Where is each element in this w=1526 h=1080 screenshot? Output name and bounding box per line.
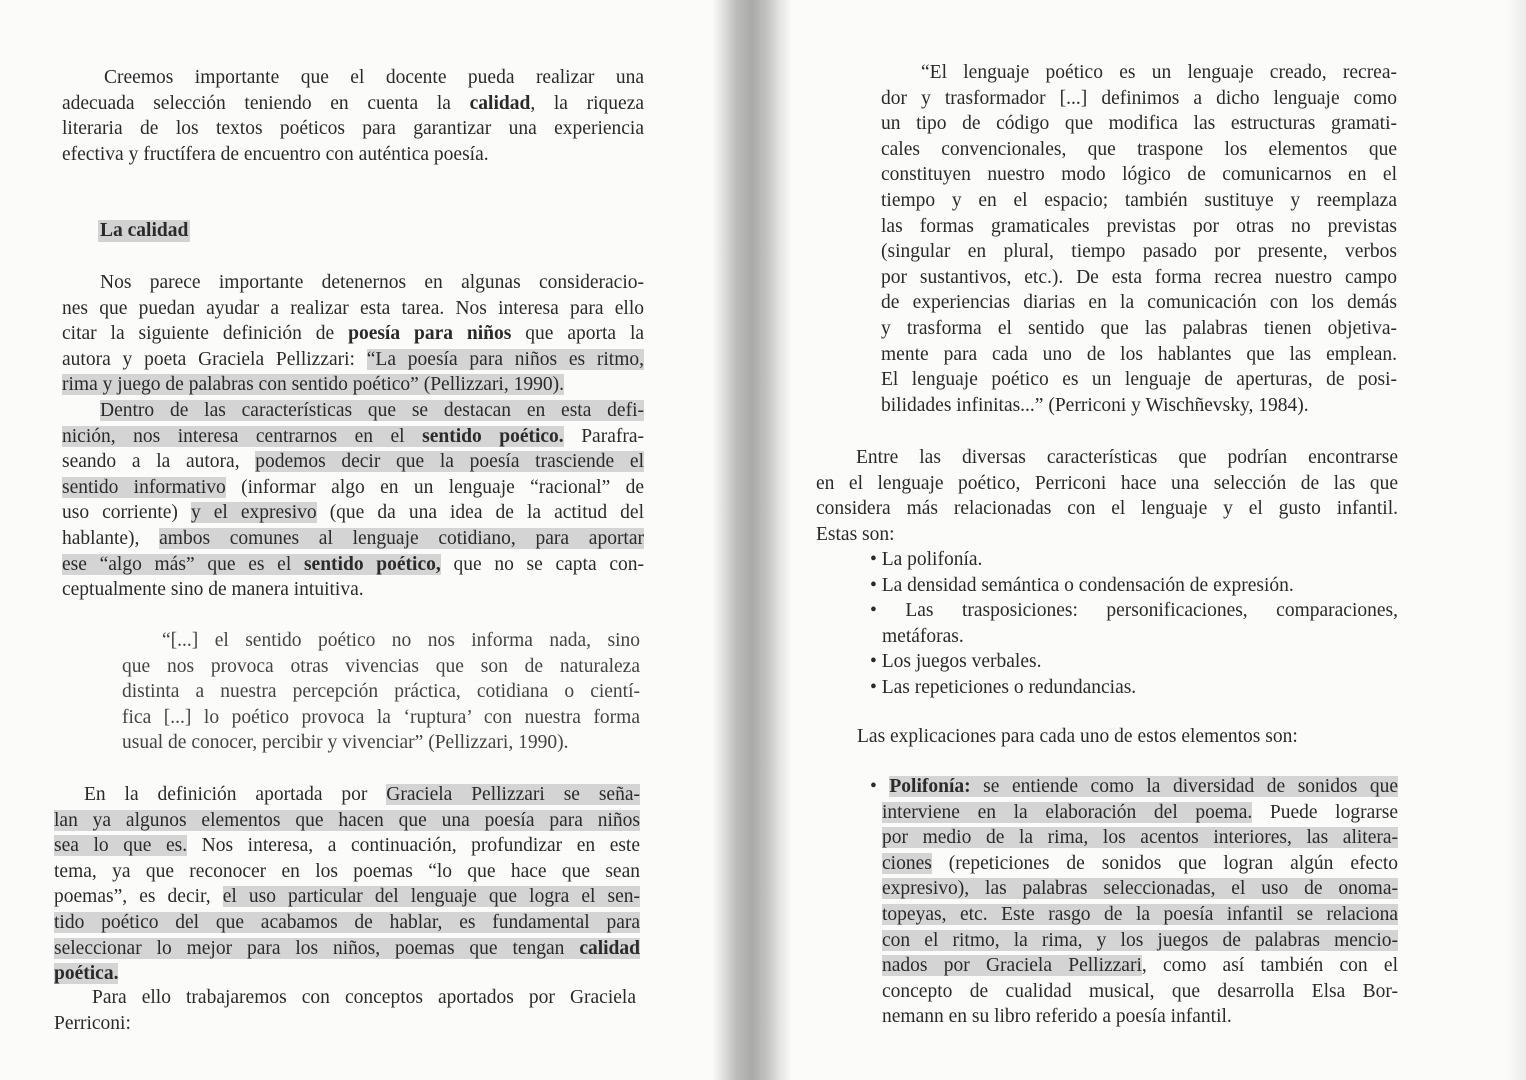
text-span: que nos provoca otras vivencias que son de naturaleza [122, 655, 640, 677]
text-span: En la definición aportada por [84, 784, 387, 805]
text-line [62, 424, 644, 450]
text-span: El lenguaje poético es un lenguaje de aperturas, de posi- [881, 369, 1397, 391]
highlighted-text: rima y juego de palabras con sentido poético” (Pellizzari, 1990). [62, 374, 564, 396]
highlighted-text: sentido poético, [303, 553, 441, 575]
text-span: bilidades infinitas...” (Perriconi y Wischñevsky, 1984). [881, 394, 1309, 416]
paragraph-definition [62, 270, 644, 398]
text-span: fica [...] lo poético provoca la ‘ruptura’ con nuestra forma [122, 706, 640, 728]
text-span: • Los juegos verbales. [870, 651, 1042, 673]
text-line [62, 65, 644, 91]
highlighted-text: podemos decir que la poesía trasciende el [255, 451, 644, 473]
highlighted-text: Graciela Pellizzari se seña- [386, 784, 640, 805]
paragraph-explicaciones [857, 724, 1397, 750]
text-span: Creemos importante que el docente pueda realizar una [104, 67, 644, 88]
bold-text: poesía para niños [348, 323, 512, 345]
highlighted-text: seleccionar lo mejor para los niños, poemas que tengan [54, 937, 580, 959]
text-span: considera más relacionadas con el lenguaje y el gusto infantil. [816, 498, 1398, 520]
text-line [54, 961, 640, 987]
text-line [62, 475, 644, 501]
text-span: hablante), [62, 527, 160, 549]
highlighted-text: sentido informativo [62, 476, 226, 498]
bold-text: calidad [469, 92, 531, 114]
text-line [870, 649, 1398, 675]
text-span: • [870, 776, 890, 797]
highlighted-text: nición, nos interesa centrarnos en el [62, 425, 423, 447]
text-line [870, 902, 1398, 928]
text-line [870, 547, 1398, 573]
highlighted-text: ese “algo más” que es el [62, 553, 304, 575]
highlighted-text: es fundamental para [459, 911, 641, 933]
text-line [816, 445, 1398, 471]
block-quote-pellizzari [122, 628, 640, 756]
section-heading: La calidad [100, 220, 189, 241]
highlighted-text: ambos comunes al lenguaje cotidiano, para aportar [159, 527, 644, 549]
text-line [62, 577, 644, 603]
text-line [870, 979, 1398, 1005]
text-span: “[...] el sentido poético no nos informa nada, sino [162, 630, 640, 651]
text-span: Perriconi: [54, 1012, 131, 1034]
text-line [881, 137, 1397, 163]
list-item-polifonia [870, 774, 1398, 1030]
text-span: por sustantivos, etc.). De esta forma recrea nuestro campo [881, 266, 1397, 288]
text-span: seando a la autora, [62, 451, 256, 473]
highlighted-text: se entiende como la diversidad de sonidos que [970, 776, 1399, 797]
text-line [870, 675, 1398, 701]
text-span: Nos interesa, a continuación, profundizar en este [187, 835, 641, 857]
highlighted-text: ciones [882, 852, 932, 874]
characteristics-list [870, 547, 1398, 701]
text-line [870, 1004, 1398, 1030]
text-line [870, 825, 1398, 851]
text-span: nemann en su libro referido a poesía infantil. [882, 1006, 1232, 1028]
text-span: • Las repeticiones o redundancias. [870, 676, 1137, 698]
highlighted-text: Polifonía: [889, 776, 971, 797]
text-span: metáforas. [882, 625, 964, 647]
highlighted-text: por medio de la rima, los acentos interiores, las alitera- [882, 827, 1398, 849]
highlighted-text: lan ya algunos elementos que hacen que una poesía para niños [54, 809, 640, 831]
text-span: ceptualmente sino de manera intuitiva. [62, 579, 364, 601]
text-line [122, 654, 640, 680]
text-line [870, 774, 1398, 800]
text-line [54, 859, 640, 885]
text-line [54, 1011, 636, 1037]
text-span: las formas gramaticales previstas por otras no previstas [881, 215, 1397, 237]
text-line [62, 321, 644, 347]
highlighted-text: nados por Graciela Pellizzari [882, 955, 1142, 977]
highlighted-text: “La poesía para niños es ritmo, [366, 348, 644, 370]
text-line [816, 522, 1398, 548]
highlighted-text: sentido poético. [422, 425, 564, 447]
highlighted-text: con el ritmo, la rima, y los juegos de palabras mencio- [882, 929, 1398, 951]
highlighted-text: poética. [54, 963, 119, 985]
text-span: citar la siguiente definición de [62, 323, 349, 345]
highlighted-text: calidad [579, 937, 640, 959]
text-line [870, 851, 1398, 877]
highlighted-text: el uso particular del lenguaje que logra el sen- [222, 886, 640, 908]
text-line [881, 290, 1397, 316]
text-line [54, 833, 640, 859]
text-span: tiempo y en el espacio; también sustituye y reemplaza [881, 189, 1397, 211]
text-line [870, 928, 1398, 954]
text-line [62, 372, 644, 398]
text-line [881, 111, 1397, 137]
text-line [122, 628, 640, 654]
text-span: (repeticiones de sonidos que logran algún efecto [931, 852, 1398, 874]
paragraph-elementos [54, 782, 640, 987]
text-line [881, 188, 1397, 214]
highlighted-text: sea lo que es. [54, 835, 188, 857]
text-span: Puede lograrse [1252, 801, 1398, 823]
text-line [881, 162, 1397, 188]
text-line [881, 60, 1397, 86]
text-span: , la riqueza [530, 92, 645, 114]
text-line [122, 679, 640, 705]
text-line [881, 367, 1397, 393]
text-line [870, 598, 1398, 624]
text-line [54, 782, 640, 808]
text-span: concepto de cualidad musical, que desarrolla Elsa Bor- [882, 980, 1398, 1002]
text-span: dor y trasformador [...] definimos a dicho lenguaje como [881, 87, 1397, 109]
text-line [54, 985, 636, 1011]
text-line [881, 316, 1397, 342]
highlighted-text: tido poético del que acabamos de hablar, [54, 911, 460, 933]
paragraph-sentido-poetico [62, 398, 644, 603]
text-line [62, 500, 644, 526]
text-line [881, 86, 1397, 112]
text-span: • Las trasposiciones: personificaciones, comparaciones, [870, 600, 1398, 622]
paragraph-perriconi [54, 985, 636, 1036]
text-line [870, 573, 1398, 599]
text-span: en el lenguaje poético, Perriconi hace una selección de las que [816, 472, 1398, 494]
paragraph-caracteristicas [816, 445, 1398, 547]
text-line [122, 730, 640, 756]
text-line [62, 270, 644, 296]
text-line [62, 449, 644, 475]
text-line [62, 552, 644, 578]
text-span: mente para cada uno de los hablantes que las emplean. [881, 343, 1397, 365]
highlighted-text: Dentro de las características que se destacan en esta defi- [100, 400, 644, 421]
text-span: Parafra- [563, 425, 644, 447]
text-line [881, 239, 1397, 265]
book-gutter-shadow [712, 0, 792, 1080]
text-span: (que da una idea de la actitud del [316, 502, 644, 524]
highlighted-text: topeyas, etc. Este rasgo de la poesía infantil se relaciona [882, 903, 1398, 925]
text-span: autora y poeta Graciela Pellizzari: [62, 348, 367, 370]
text-span: distinta a nuestra percepción práctica, cotidiana o cientí- [122, 681, 640, 703]
text-span: • La polifonía. [870, 549, 983, 570]
text-span: Nos parece importante detenernos en algunas consideracio- [100, 272, 644, 293]
text-line [62, 296, 644, 322]
text-line [870, 876, 1398, 902]
text-span: nes que puedan ayudar a realizar esta tarea. Nos interesa para ello [62, 297, 644, 319]
text-line [54, 936, 640, 962]
text-line [816, 496, 1398, 522]
block-quote-perriconi [881, 60, 1397, 418]
text-span: (informar algo en un lenguaje “racional” de [225, 476, 644, 498]
text-span: poemas”, es decir, [54, 886, 223, 908]
text-span: efectiva y fructífera de encuentro con auténtica poesía. [62, 143, 489, 165]
text-span: de experiencias diarias en la comunicación con los demás [881, 292, 1397, 314]
text-line [881, 265, 1397, 291]
paragraph-intro [62, 65, 644, 167]
text-span: usual de conocer, percibir y vivenciar” (Pellizzari, 1990). [122, 732, 569, 754]
text-span: Entre las diversas características que podrían encontrarse [856, 447, 1398, 468]
page-edge [1506, 0, 1526, 1080]
text-line [881, 342, 1397, 368]
text-span: y trasforma el sentido que las palabras tienen objetiva- [881, 317, 1397, 339]
text-line [62, 91, 644, 117]
text-line [870, 800, 1398, 826]
text-line [881, 214, 1397, 240]
text-span: Para ello trabajaremos con conceptos aportados por Graciela [92, 987, 636, 1008]
text-span: que no se capta con- [440, 553, 644, 575]
text-span: que aporta la [511, 323, 645, 345]
text-span: • La densidad semántica o condensación de expresión. [870, 574, 1294, 596]
text-span: un tipo de código que modifica las estructuras gramati- [881, 113, 1397, 135]
text-span: “El lenguaje poético es un lenguaje creado, recrea- [921, 62, 1397, 83]
text-line [881, 393, 1397, 419]
text-span: (singular en plural, tiempo pasado por presente, verbos [881, 241, 1397, 263]
text-span: Estas son: [816, 523, 895, 545]
text-span: constituyen nuestro modo lógico de comunicarnos en el [881, 164, 1397, 186]
text-line [62, 142, 644, 168]
text-line [870, 624, 1398, 650]
text-span: uso corriente) [62, 502, 191, 524]
text-span: tema, ya que reconocer en los poemas “lo que hace que sean [54, 860, 640, 882]
highlighted-text: interviene en la elaboración del poema. [882, 801, 1253, 823]
text-span: Las explicaciones para cada uno de estos elementos son: [857, 726, 1298, 747]
text-line [122, 705, 640, 731]
text-line [816, 471, 1398, 497]
text-line [62, 398, 644, 424]
text-span: cales convencionales, que traspone los elementos que [881, 138, 1397, 160]
text-span: , como así también con el [1141, 955, 1398, 977]
text-span: literaria de los textos poéticos para garantizar una experiencia [62, 118, 644, 140]
text-line [870, 953, 1398, 979]
highlighted-text: expresivo), las palabras seleccionadas, el uso de onoma- [882, 878, 1398, 900]
text-line [54, 808, 640, 834]
text-line [62, 116, 644, 142]
text-line [857, 724, 1397, 750]
text-line [54, 884, 640, 910]
text-line [62, 526, 644, 552]
highlighted-text: y el expresivo [190, 502, 317, 524]
text-span: adecuada selección teniendo en cuenta la [62, 92, 470, 114]
text-line [62, 347, 644, 373]
text-line [54, 910, 640, 936]
